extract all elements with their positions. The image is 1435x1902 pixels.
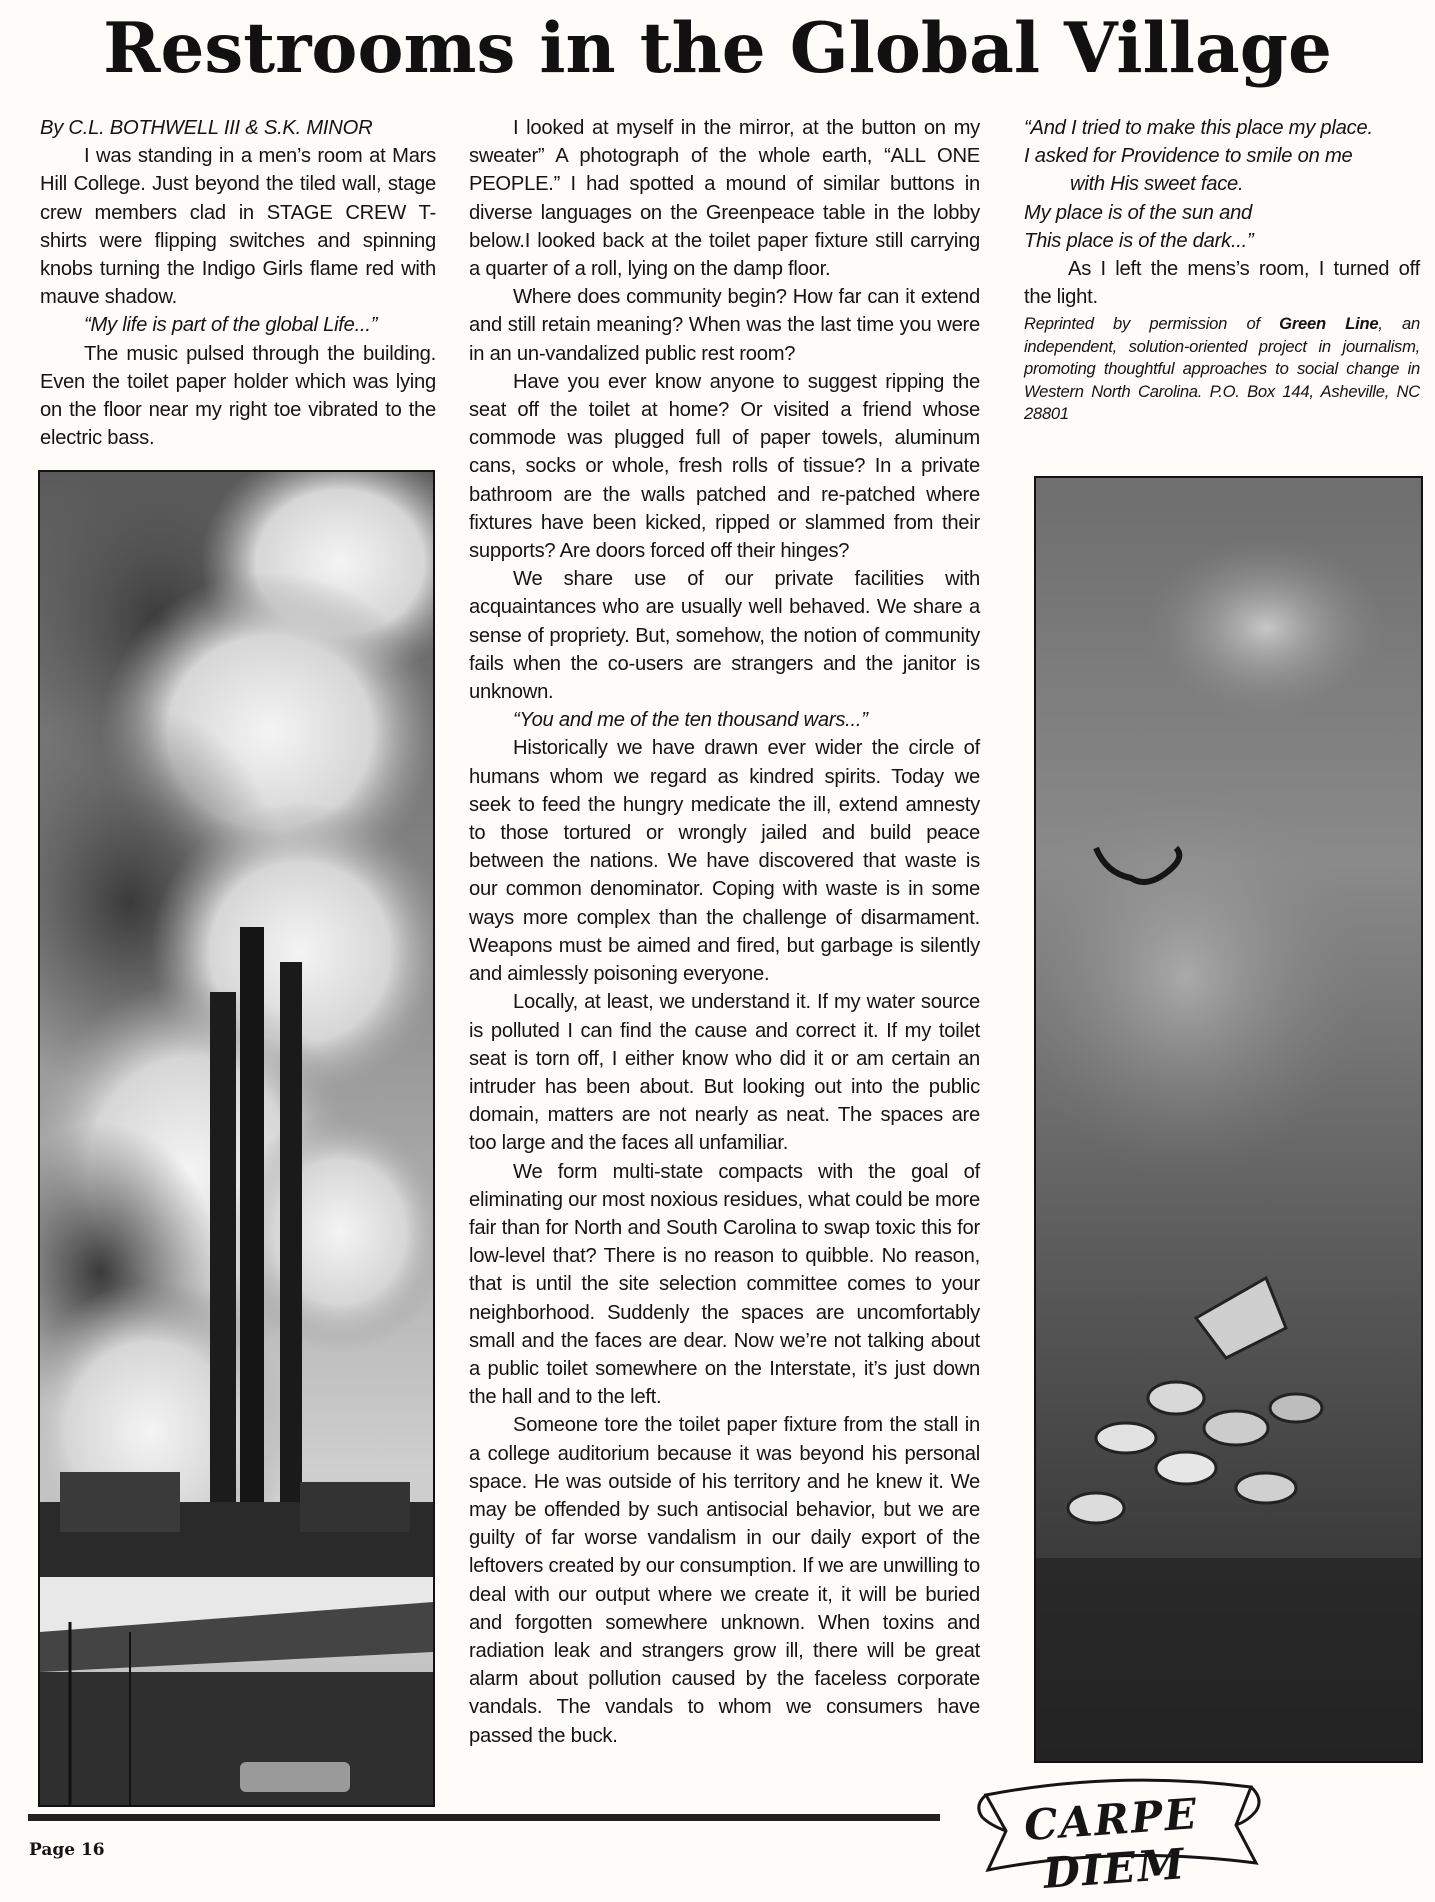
paragraph: Have you ever know anyone to suggest ripping the seat off the toilet at home? Or visited a friend whose commode was plugged full of paper towels, aluminum cans, socks or whole, fresh rolls of tissue? In a private bathroom are the walls patched and re-patched where fixtures have been kicked, ripped or slammed from their supports? Are doors forced off their hinges? (469, 370, 980, 563)
lyric-line: with His sweet face. (1070, 173, 1244, 196)
paragraph: We share use of our private facilities with acquaintances who are usually well behaved. We share a sense of propriety. But, somehow, the notion of community fails when the co-users are strangers and the janitor is unknown. (469, 568, 980, 704)
smokestacks-photo (38, 470, 435, 1807)
lyric-line: My place is of the sun and (1024, 201, 1253, 224)
paragraph: Where does community begin? How far can it extend and still retain meaning? When was the last time you were in an un-vandalized public rest room? (469, 286, 980, 365)
article-column-3 (1024, 114, 1420, 426)
reprint-credit: Reprinted by permission of Green Line, an independent, solution-oriented project in journalism, promoting thoughtful approaches to social change in Western North Carolina. P.O. Box 144, Asheville, NC 28801 (1024, 314, 1420, 424)
paragraph: The music pulsed through the building. Even the toilet paper holder which was lying on the floor near my right toe vibrated to the electric bass. (40, 342, 436, 450)
footer-rule (28, 1814, 940, 1821)
song-quote: “You and me of the ten thousand wars...” (513, 709, 868, 732)
lyric-line: “And I tried to make this place my place. (1024, 117, 1373, 139)
littered-water-photo (1034, 476, 1423, 1763)
page-title: Restrooms in the Global Village (103, 8, 1332, 89)
article-column-1 (40, 114, 436, 452)
paragraph: We form multi-state compacts with the goal of eliminating our most noxious residues, what could be more fair than for North and South Carolina to swap toxic this for low-level that? There is no reason to quibble. No reason, that is until the site selection committee comes to your neighborhood. Suddenly the spaces are uncomfortably small and the faces are dear. Now we’re not talking about a public toilet somewhere on the Interstate, it’s just down the hall and to the left. (469, 1160, 980, 1409)
carpe-diem-banner (966, 1765, 1266, 1898)
paragraph: Historically we have drawn ever wider the circle of humans whom we regard as kindred spirits. Today we seek to feed the hungry medicate the ill, extend amnesty to those tortured or wrongly jailed and build peace between the nations. We have discovered that waste is our common denominator. Coping with waste is in some ways more complex than the challenge of disarmament. Weapons must be aimed and fired, but garbage is silently and aimlessly poisoning everyone. (469, 737, 980, 986)
song-lyrics (1024, 114, 1420, 255)
banner-text: CARPE DIEM (1022, 1789, 1201, 1898)
page-number: Page 16 (29, 1840, 105, 1860)
song-quote: “My life is part of the global Life...” (84, 314, 378, 337)
paragraph: Someone tore the toilet paper fixture from the stall in a college auditorium because it was beyond his personal space. He was outside of his territory and he knew it. We may be offended by such antisocial behavior, but we are guilty of far worse vandalism in our daily export of the leftovers created by our consumption. If we are unwilling to deal with our output where we create it, it will be buried and forgotten somewhere unknown. When toxins and radiation leak and strangers grow ill, there will be great alarm about pollution caused by the faceless corporate vandals. The vandals to whom we consumers have passed the buck. (469, 1414, 980, 1747)
article-column-2 (469, 114, 980, 1750)
closing-paragraph: As I left the mens’s room, I turned off the light. (1024, 258, 1420, 309)
lyric-line: This place is of the dark...” (1024, 229, 1254, 252)
byline: By C.L. BOTHWELL III & S.K. MINOR (40, 117, 373, 139)
publication-name: Green Line (1279, 314, 1379, 334)
paragraph: I was standing in a men’s room at Mars Hill College. Just beyond the tiled wall, stage crew members clad in STAGE CREW T-shirts were flipping switches and spinning knobs turning the Indigo Girls flame red with mauve shadow. (40, 145, 436, 309)
lyric-line: I asked for Providence to smile on me (1024, 145, 1353, 168)
paragraph: I looked at myself in the mirror, at the button on my sweater” A photograph of the whole earth, “ALL ONE PEOPLE.” I had spotted a mound of similar buttons in diverse languages on the Greenpeace table in the lobby below.I looked back at the toilet paper fixture still carrying a quarter of a roll, lying on the damp floor. (469, 117, 980, 281)
paragraph: Locally, at least, we understand it. If my water source is polluted I can find the cause and correct it. If my toilet seat is torn off, I either know who did it or am certain an intruder has been about. But looking out into the public domain, matters are not nearly as neat. The spaces are too large and the faces all unfamiliar. (469, 991, 980, 1155)
